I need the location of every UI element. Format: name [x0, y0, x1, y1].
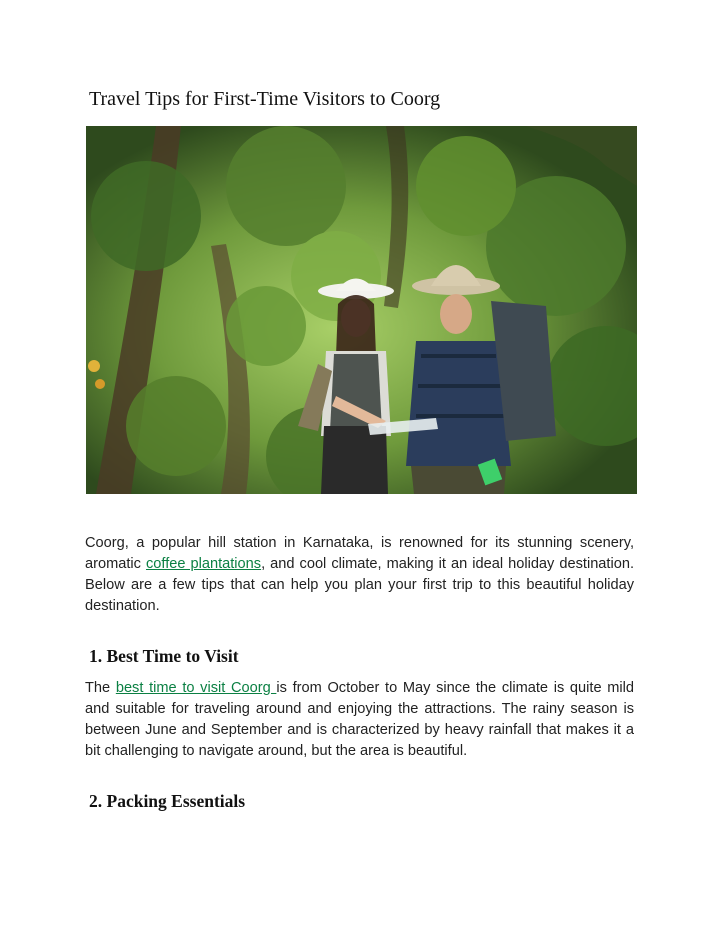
intro-paragraph — [85, 533, 634, 617]
best-time-text-start: The — [85, 680, 116, 696]
coffee-plantations-link[interactable]: coffee plantations — [145, 556, 262, 572]
hero-photo-hikers-in-forest — [86, 126, 637, 494]
section-heading-best-time: 1. Best Time to Visit — [89, 646, 239, 666]
best-time-to-visit-coorg-link[interactable]: best time to visit Coorg — [115, 680, 277, 696]
section-heading-packing: 2. Packing Essentials — [89, 791, 246, 811]
best-time-text-end: is from October to May since the climate is quite mild and suitable for traveling around and enjoying the attractions. The rainy season is between June and September and is characterized by heavy rainfall that makes it a bit challenging to navigate around, but the area is beautiful. — [85, 680, 635, 759]
intro-text-end: , and cool climate, making it an ideal holiday destination. Below are a few tips that can help you plan your first trip to this beautiful holiday destination. — [85, 556, 635, 614]
intro-text-start: Coorg, a popular hill station in Karnataka, is renowned for its stunning scenery, aromatic — [85, 535, 634, 572]
page-title: Travel Tips for First-Time Visitors to Coorg — [89, 88, 441, 110]
best-time-paragraph — [85, 678, 634, 762]
